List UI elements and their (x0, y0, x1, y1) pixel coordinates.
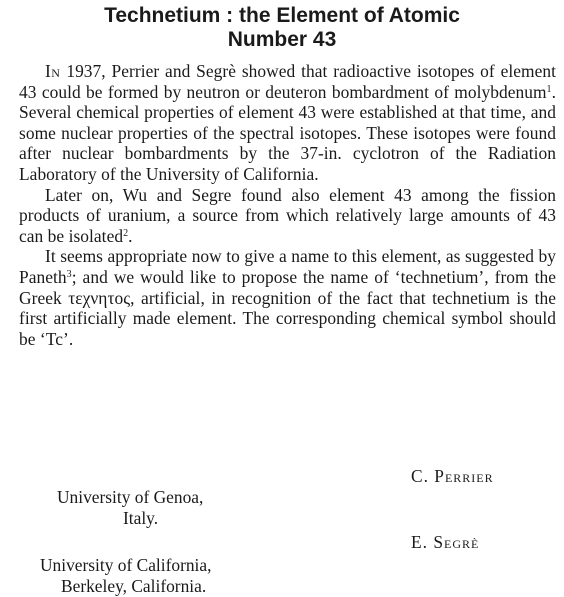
footnote-ref-1: 1 (546, 83, 552, 95)
article-title-line-2: Number 43 (227, 28, 337, 51)
footnote-ref-3: 3 (66, 268, 72, 280)
article-body (19, 61, 556, 349)
paragraph-3-text-b: ; and we would like to propose the name of ‘technetium’, from the Greek τεχνητος, artificial, in recognition of the fact that technetium is the first artificially made element. The corresponding chemical symbol should be ‘Tc’. (19, 266, 556, 349)
affiliation-california-line-1: University of California, (40, 555, 212, 575)
paragraph-1-text-a: 1937, Perrier and Segrè showed that radioactive isotopes of element 43 could be formed by neutron or deuteron bombardment of molybdenum (19, 61, 556, 102)
paragraph-1 (19, 61, 556, 185)
affiliation-california (40, 555, 211, 597)
paragraph-1-text-b: . Several chemical properties of element 43 were established at that time, and some nuclear properties of the spectral isotopes. These isotopes were found after nuclear bombardments by the 37-in. cyclotron of the Radiation Laboratory of the University of California. (19, 81, 556, 184)
paragraph-1-lead: In (45, 61, 61, 81)
paragraph-3 (19, 246, 556, 349)
paragraph-2 (19, 185, 556, 247)
author-perrier: C. Perrier (411, 466, 494, 486)
footnote-ref-2: 2 (123, 227, 129, 239)
paragraph-3-text-a: It seems appropriate now to give a name to this element, as suggested by Paneth (19, 246, 556, 287)
affiliation-california-line-2: Berkeley, California. (61, 576, 207, 596)
paragraph-2-text-a: Later on, Wu and Segre found also element 43 among the fission products of uranium, a source from which relatively large amounts of 43 can be isolated (19, 184, 556, 246)
affiliation-genoa-line-2: Italy. (123, 508, 159, 528)
affiliation-genoa (57, 487, 203, 529)
article-title-line-1: Technetium : the Element of Atomic (104, 4, 460, 27)
paragraph-2-text-b: . (128, 225, 133, 246)
affiliation-genoa-line-1: University of Genoa, (57, 487, 204, 507)
author-segre: E. Segrè (411, 532, 480, 552)
